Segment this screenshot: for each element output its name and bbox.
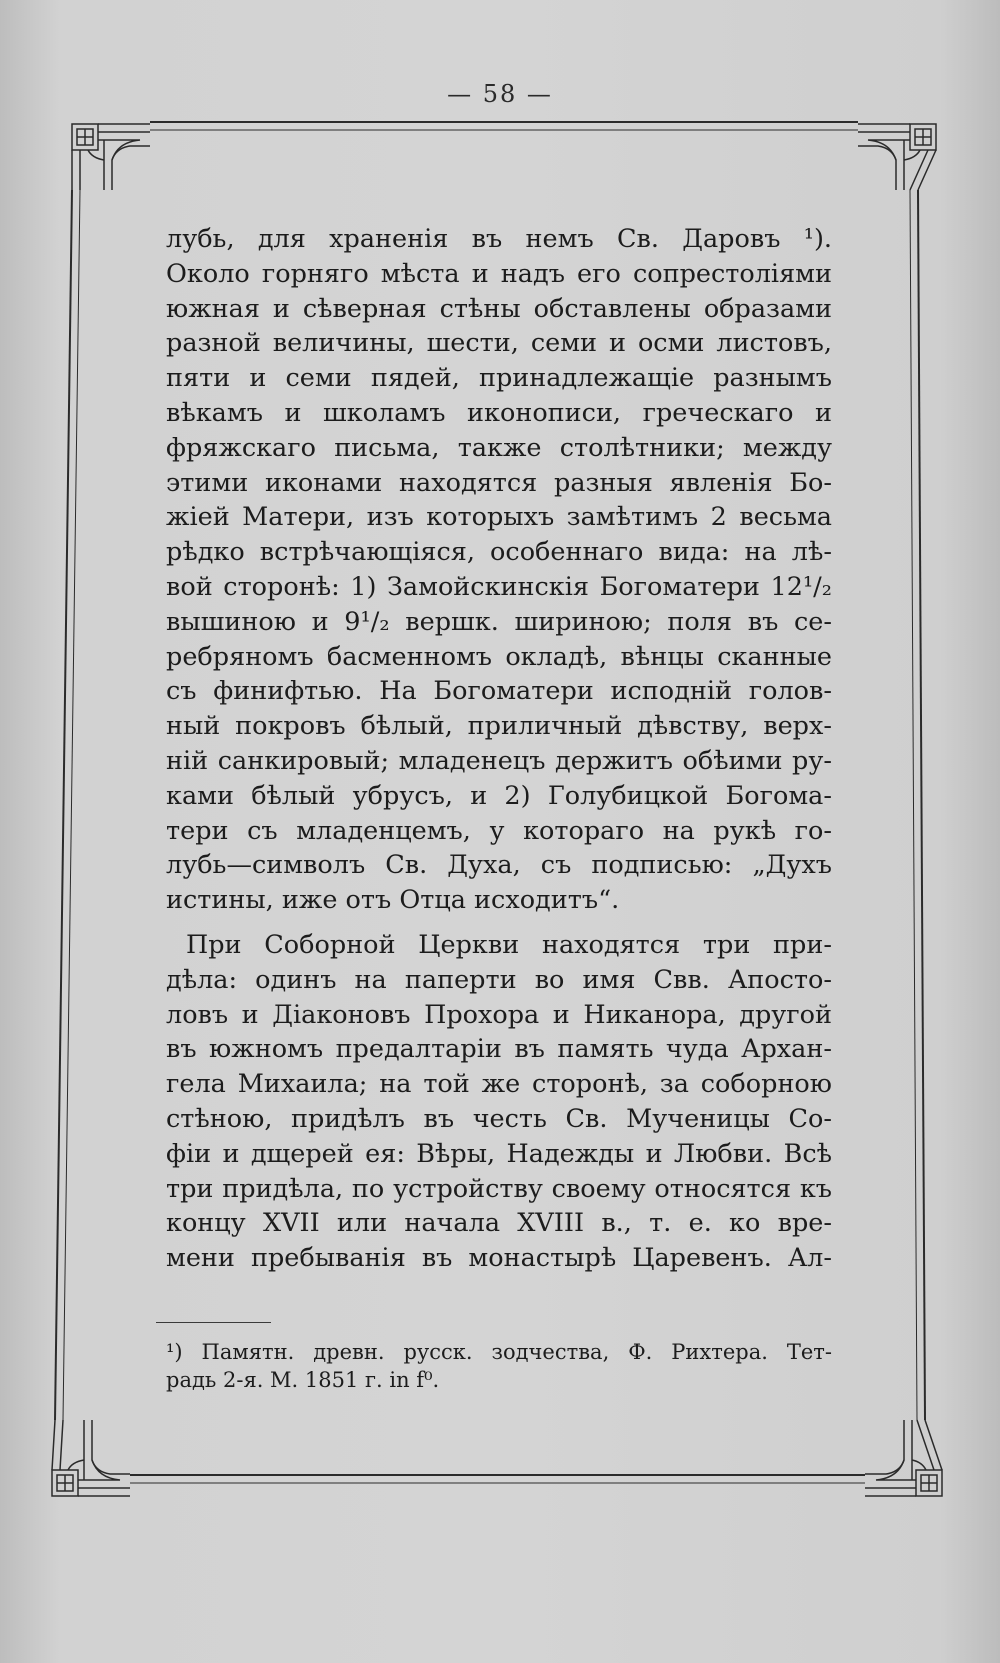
text-line: тери съ младенцемъ, у котораго на рукѣ го-: [166, 815, 832, 846]
text-line: въ южномъ предалтаріи въ память чуда Архан-: [166, 1034, 832, 1065]
footnote: [166, 1338, 832, 1394]
corner-ornament-bottom-left: [52, 1420, 130, 1496]
text-line: При Соборной Церкви находятся три при-: [186, 929, 832, 960]
text-line: южная и сѣверная стѣны обставлены образами: [166, 293, 832, 324]
text-line: фряжскаго письма, также столѣтники; между: [166, 432, 832, 463]
text-line: ній санкировый; младенецъ держитъ обѣими ру-: [166, 745, 832, 776]
text-line: пяти и семи пядей, принадлежащіе разнымъ: [166, 363, 832, 394]
text-line: этими иконами находятся разныя явленія Бо-: [166, 467, 832, 498]
text-line: вышиною и 9¹/₂ вершк. шириною; поля въ се-: [166, 606, 832, 637]
text-line: Около горняго мѣста и надъ его сопрестоліями: [166, 258, 832, 289]
text-line: разной величины, шести, семи и осми листовъ,: [166, 328, 832, 359]
text-line: стѣною, придѣлъ въ честь Св. Мученицы Со-: [166, 1103, 832, 1134]
text-line: вѣкамъ и школамъ иконописи, греческаго и: [166, 397, 832, 428]
text-line: истины, иже отъ Отца исходитъ“.: [166, 885, 620, 916]
text-line: ловъ и Діаконовъ Прохора и Никанора, другой: [166, 999, 832, 1030]
corner-ornament-top-left: [72, 124, 150, 190]
footnote-line: ¹) Памятн. древн. русск. зодчества, Ф. Рихтера. Тет-: [166, 1340, 832, 1364]
text-line: вой сторонѣ: 1) Замойскинскія Богоматери 12¹/₂: [166, 571, 832, 602]
text-line: ребряномъ басменномъ окладѣ, вѣнцы сканные: [166, 641, 832, 672]
text-line: гела Михаила; на той же сторонѣ, за соборною: [166, 1069, 832, 1100]
text-line: концу XVII или начала XVIII в., т. е. ко вре-: [166, 1208, 832, 1239]
text-line: три придѣла, по устройству своему относятся къ: [166, 1173, 832, 1204]
footnote-line: радь 2-я. М. 1851 г. in f⁰.: [166, 1368, 440, 1392]
main-text: [166, 222, 832, 1276]
text-line: рѣдко встрѣчающіяся, особеннаго вида: на лѣ-: [166, 537, 832, 568]
footnote-divider: [156, 1322, 271, 1323]
text-line: ный покровъ бѣлый, приличный дѣвству, верх-: [166, 711, 832, 742]
text-line: съ финифтью. На Богоматери исподній голов-: [166, 676, 832, 707]
text-line: дѣла: одинъ на паперти во имя Свв. Апосто-: [166, 964, 832, 995]
text-line: мени пребыванія въ монастырѣ Царевенъ. Ал-: [166, 1243, 832, 1274]
text-line: лубь, для храненія въ немъ Св. Даровъ ¹).: [166, 224, 832, 254]
page-number: — 58 —: [447, 80, 553, 108]
paragraph-1: [166, 222, 832, 918]
corner-ornament-top-right: [858, 124, 936, 190]
text-line: фіи и дщерей ея: Вѣры, Надежды и Любви. Всѣ: [166, 1138, 832, 1169]
text-line: лубь—символъ Св. Духа, съ подписью: „Духъ: [166, 850, 832, 881]
text-line: жіей Матери, изъ которыхъ замѣтимъ 2 весьма: [166, 502, 832, 533]
corner-ornament-bottom-right: [865, 1420, 942, 1496]
paragraph-2: [166, 928, 832, 1276]
text-line: ками бѣлый убрусъ, и 2) Голубицкой Богома-: [166, 780, 832, 811]
